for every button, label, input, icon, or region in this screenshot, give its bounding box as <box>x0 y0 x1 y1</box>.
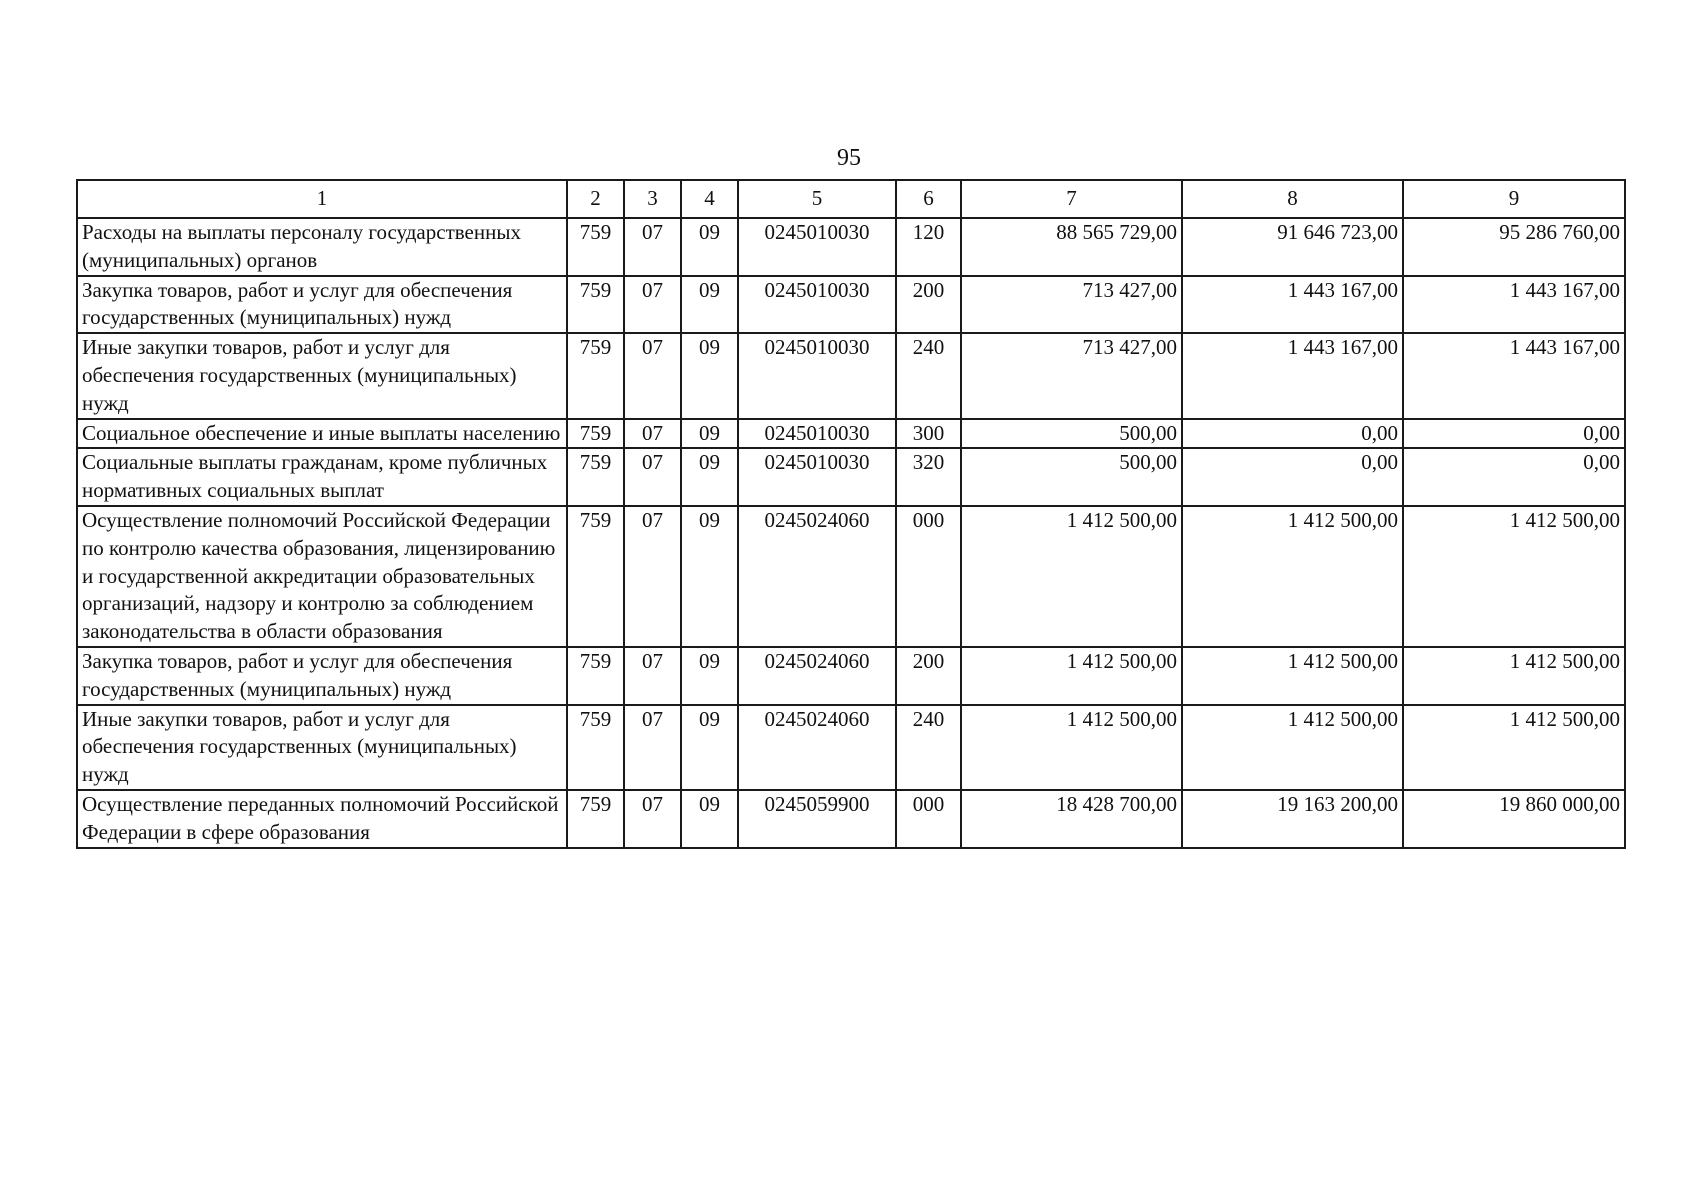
section-code: 07 <box>624 705 681 790</box>
amount-year-2: 91 646 723,00 <box>1182 218 1403 276</box>
table-row <box>77 705 1625 790</box>
amount-year-3: 95 286 760,00 <box>1403 218 1625 276</box>
column-header: 1 <box>77 180 567 218</box>
target-code: 0245010030 <box>738 448 896 506</box>
ministry-code: 759 <box>567 448 624 506</box>
target-code: 0245024060 <box>738 705 896 790</box>
subsection-code: 09 <box>681 419 738 449</box>
section-code: 07 <box>624 419 681 449</box>
expense-name: Закупка товаров, работ и услуг для обеспечения государственных (муниципальных) нужд <box>77 276 567 334</box>
amount-year-3: 0,00 <box>1403 448 1625 506</box>
section-code: 07 <box>624 276 681 334</box>
ministry-code: 759 <box>567 506 624 647</box>
column-header: 2 <box>567 180 624 218</box>
expense-name: Социальное обеспечение и иные выплаты населению <box>77 419 567 449</box>
expense-type-code: 000 <box>896 790 961 848</box>
section-code: 07 <box>624 506 681 647</box>
expense-name: Осуществление переданных полномочий Российской Федерации в сфере образования <box>77 790 567 848</box>
ministry-code: 759 <box>567 647 624 705</box>
expense-name: Иные закупки товаров, работ и услуг для обеспечения государственных (муниципальных) нужд <box>77 705 567 790</box>
target-code: 0245010030 <box>738 419 896 449</box>
expense-type-code: 000 <box>896 506 961 647</box>
subsection-code: 09 <box>681 333 738 418</box>
table-row <box>77 276 1625 334</box>
column-header: 5 <box>738 180 896 218</box>
subsection-code: 09 <box>681 705 738 790</box>
subsection-code: 09 <box>681 218 738 276</box>
ministry-code: 759 <box>567 705 624 790</box>
ministry-code: 759 <box>567 218 624 276</box>
expense-name: Социальные выплаты гражданам, кроме публичных нормативных социальных выплат <box>77 448 567 506</box>
amount-year-1: 713 427,00 <box>961 276 1182 334</box>
expense-type-code: 240 <box>896 333 961 418</box>
amount-year-2: 19 163 200,00 <box>1182 790 1403 848</box>
target-code: 0245010030 <box>738 333 896 418</box>
amount-year-2: 1 443 167,00 <box>1182 276 1403 334</box>
page-number: 95 <box>837 145 861 171</box>
expense-type-code: 200 <box>896 276 961 334</box>
amount-year-3: 1 443 167,00 <box>1403 276 1625 334</box>
amount-year-1: 1 412 500,00 <box>961 647 1182 705</box>
column-header: 4 <box>681 180 738 218</box>
table-row <box>77 448 1625 506</box>
section-code: 07 <box>624 647 681 705</box>
column-header: 9 <box>1403 180 1625 218</box>
amount-year-3: 1 412 500,00 <box>1403 705 1625 790</box>
section-code: 07 <box>624 333 681 418</box>
table-header-row <box>77 180 1625 218</box>
target-code: 0245010030 <box>738 218 896 276</box>
amount-year-2: 0,00 <box>1182 419 1403 449</box>
subsection-code: 09 <box>681 790 738 848</box>
expense-type-code: 300 <box>896 419 961 449</box>
amount-year-2: 1 412 500,00 <box>1182 506 1403 647</box>
subsection-code: 09 <box>681 506 738 647</box>
amount-year-1: 500,00 <box>961 448 1182 506</box>
ministry-code: 759 <box>567 276 624 334</box>
table-row <box>77 333 1625 418</box>
table-row <box>77 647 1625 705</box>
amount-year-3: 1 443 167,00 <box>1403 333 1625 418</box>
amount-year-3: 1 412 500,00 <box>1403 647 1625 705</box>
expense-type-code: 120 <box>896 218 961 276</box>
target-code: 0245024060 <box>738 647 896 705</box>
column-header: 3 <box>624 180 681 218</box>
amount-year-1: 500,00 <box>961 419 1182 449</box>
table-row <box>77 419 1625 449</box>
amount-year-3: 1 412 500,00 <box>1403 506 1625 647</box>
column-header: 6 <box>896 180 961 218</box>
ministry-code: 759 <box>567 333 624 418</box>
amount-year-1: 18 428 700,00 <box>961 790 1182 848</box>
amount-year-3: 0,00 <box>1403 419 1625 449</box>
amount-year-2: 1 412 500,00 <box>1182 647 1403 705</box>
amount-year-2: 1 412 500,00 <box>1182 705 1403 790</box>
expense-type-code: 320 <box>896 448 961 506</box>
expense-type-code: 240 <box>896 705 961 790</box>
amount-year-2: 0,00 <box>1182 448 1403 506</box>
expense-name: Расходы на выплаты персоналу государственных (муниципальных) органов <box>77 218 567 276</box>
expense-type-code: 200 <box>896 647 961 705</box>
column-header: 7 <box>961 180 1182 218</box>
amount-year-3: 19 860 000,00 <box>1403 790 1625 848</box>
expense-name: Осуществление полномочий Российской Федерации по контролю качества образования, лицензированию и государственной аккредитации образовательных организаций, надзору и контролю за соблюдением законодательства в области образования <box>77 506 567 647</box>
section-code: 07 <box>624 790 681 848</box>
budget-table <box>76 179 1626 849</box>
amount-year-1: 1 412 500,00 <box>961 705 1182 790</box>
ministry-code: 759 <box>567 419 624 449</box>
expense-name: Закупка товаров, работ и услуг для обеспечения государственных (муниципальных) нужд <box>77 647 567 705</box>
target-code: 0245059900 <box>738 790 896 848</box>
expense-name: Иные закупки товаров, работ и услуг для обеспечения государственных (муниципальных) нужд <box>77 333 567 418</box>
amount-year-1: 1 412 500,00 <box>961 506 1182 647</box>
table-row <box>77 790 1625 848</box>
table-row <box>77 218 1625 276</box>
target-code: 0245024060 <box>738 506 896 647</box>
subsection-code: 09 <box>681 647 738 705</box>
section-code: 07 <box>624 218 681 276</box>
column-header: 8 <box>1182 180 1403 218</box>
target-code: 0245010030 <box>738 276 896 334</box>
subsection-code: 09 <box>681 448 738 506</box>
amount-year-1: 88 565 729,00 <box>961 218 1182 276</box>
amount-year-1: 713 427,00 <box>961 333 1182 418</box>
section-code: 07 <box>624 448 681 506</box>
table-row <box>77 506 1625 647</box>
amount-year-2: 1 443 167,00 <box>1182 333 1403 418</box>
subsection-code: 09 <box>681 276 738 334</box>
ministry-code: 759 <box>567 790 624 848</box>
